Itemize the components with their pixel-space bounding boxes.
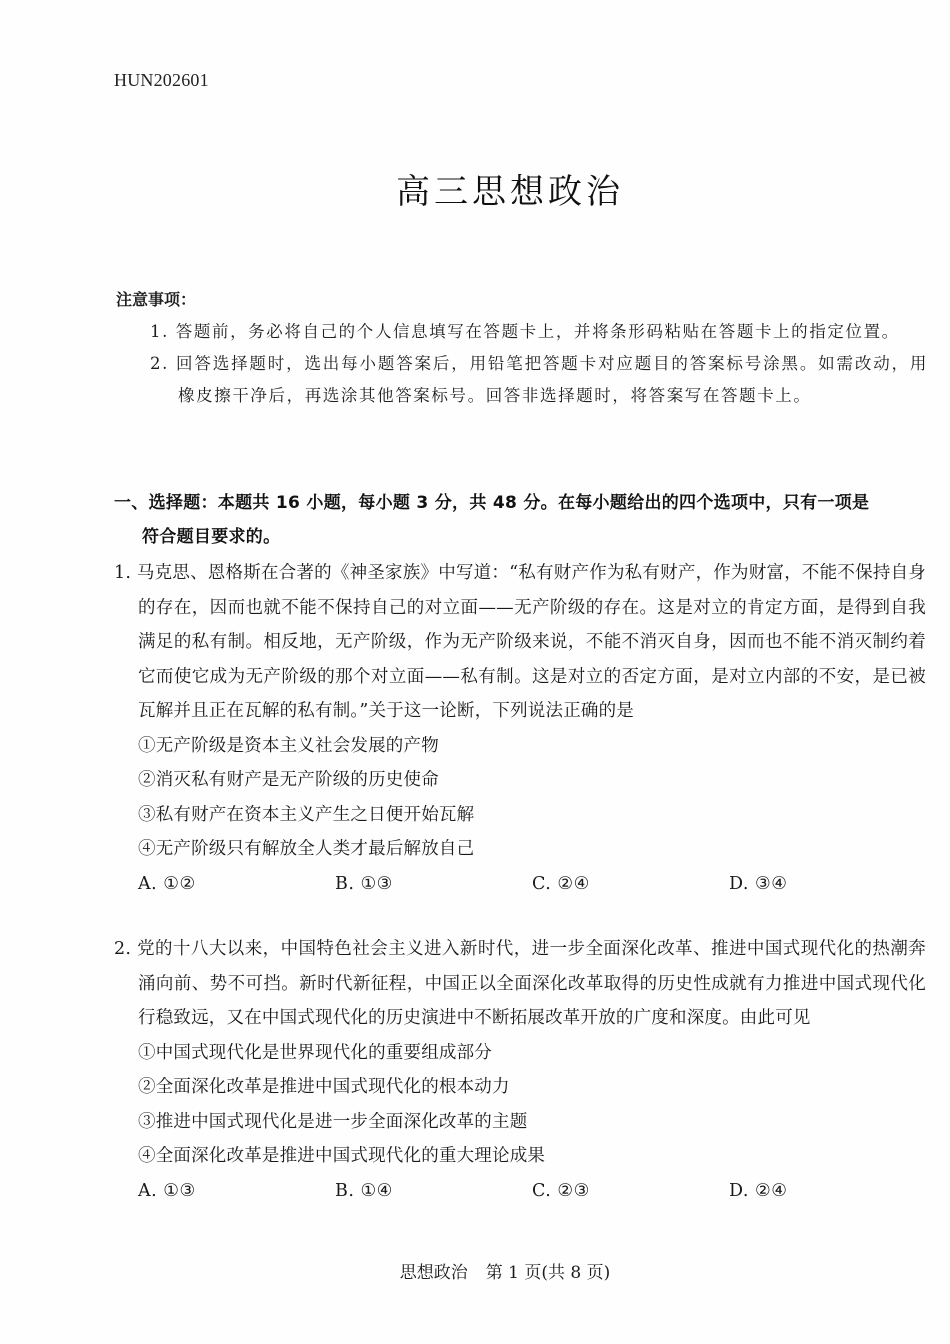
notice-item-2: 2. 回答选择题时，选出每小题答案后，用铅笔把答题卡对应题目的答案标号涂黑。如需改动，用橡皮擦干净后，再选涂其他答案标号。回答非选择题时，将答案写在答题卡上。	[150, 354, 928, 405]
choice-d: D. ③④	[729, 873, 788, 894]
choice-b: B. ①③	[335, 873, 393, 894]
question-2	[114, 932, 926, 1208]
statement-4: ④全面深化改革是推进中国式现代化的重大理论成果	[138, 1146, 546, 1166]
notice-heading: 注意事项：	[116, 290, 197, 309]
document-code: HUN202601	[114, 70, 209, 90]
footer-subject: 思想政治	[399, 1263, 468, 1283]
choice-d: D. ②④	[729, 1180, 788, 1201]
answer-choices	[114, 1174, 926, 1209]
section-heading	[114, 486, 926, 554]
question-stem: 1. 马克思、恩格斯在合著的《神圣家族》中写道：“私有财产作为私有财产，作为财富，不能不保持自身的存在，因而也就不能不保持自己的对立面——无产阶级的存在。这是对立的肯定方面，是得到自我满足的私有制。相反地，无产阶级，作为无产阶级来说，不能不消灭自身，因而也不能不消灭制约着它而使它成为无产阶级的那个对立面——私有制。这是对立的否定方面，是对立内部的不安，是已被瓦解并且正在瓦解的私有制。”关于这一论断，下列说法正确的是	[114, 563, 926, 721]
statement-2: ②消灭私有财产是无产阶级的历史使命	[138, 770, 439, 790]
section-heading-line-1: 一、选择题：本题共 16 小题，每小题 3 分，共 48 分。在每小题给出的四个选项中，只有一项是	[114, 493, 870, 513]
statement-1: ①中国式现代化是世界现代化的重要组成部分	[138, 1042, 492, 1063]
statement-4: ④无产阶级只有解放全人类才最后解放自己	[138, 839, 475, 859]
statement-3: ③私有财产在资本主义产生之日便开始瓦解	[138, 804, 475, 825]
page-footer	[0, 1258, 950, 1283]
choice-a: A. ①②	[138, 873, 196, 894]
choice-a: A. ①③	[138, 1180, 196, 1201]
footer-page-number: 第 1 页(共 8 页)	[485, 1263, 611, 1283]
choice-b: B. ①④	[335, 1180, 393, 1201]
question-stem: 2. 党的十八大以来，中国特色社会主义进入新时代，进一步全面深化改革、推进中国式现代化的热潮奔涌向前、势不可挡。新时代新征程，中国正以全面深化改革取得的历史性成就有力推进中国式现代化行稳致远，又在中国式现代化的历史演进中不断拓展改革开放的广度和深度。由此可见	[114, 939, 926, 1028]
notice-block	[116, 284, 928, 412]
notice-item-1: 1. 答题前，务必将自己的个人信息填写在答题卡上，并将条形码粘贴在答题卡上的指定位置。	[150, 322, 900, 341]
page-title: 高三思想政治	[396, 172, 624, 212]
statement-1: ①无产阶级是资本主义社会发展的产物	[138, 735, 439, 756]
question-1	[114, 556, 926, 901]
choice-c: C. ②④	[532, 873, 590, 894]
statement-2: ②全面深化改革是推进中国式现代化的根本动力	[138, 1077, 510, 1097]
answer-choices	[114, 867, 926, 902]
section-heading-line-2: 符合题目要求的。	[142, 527, 281, 547]
choice-c: C. ②③	[532, 1180, 590, 1201]
statement-3: ③推进中国式现代化是进一步全面深化改革的主题	[138, 1111, 528, 1132]
